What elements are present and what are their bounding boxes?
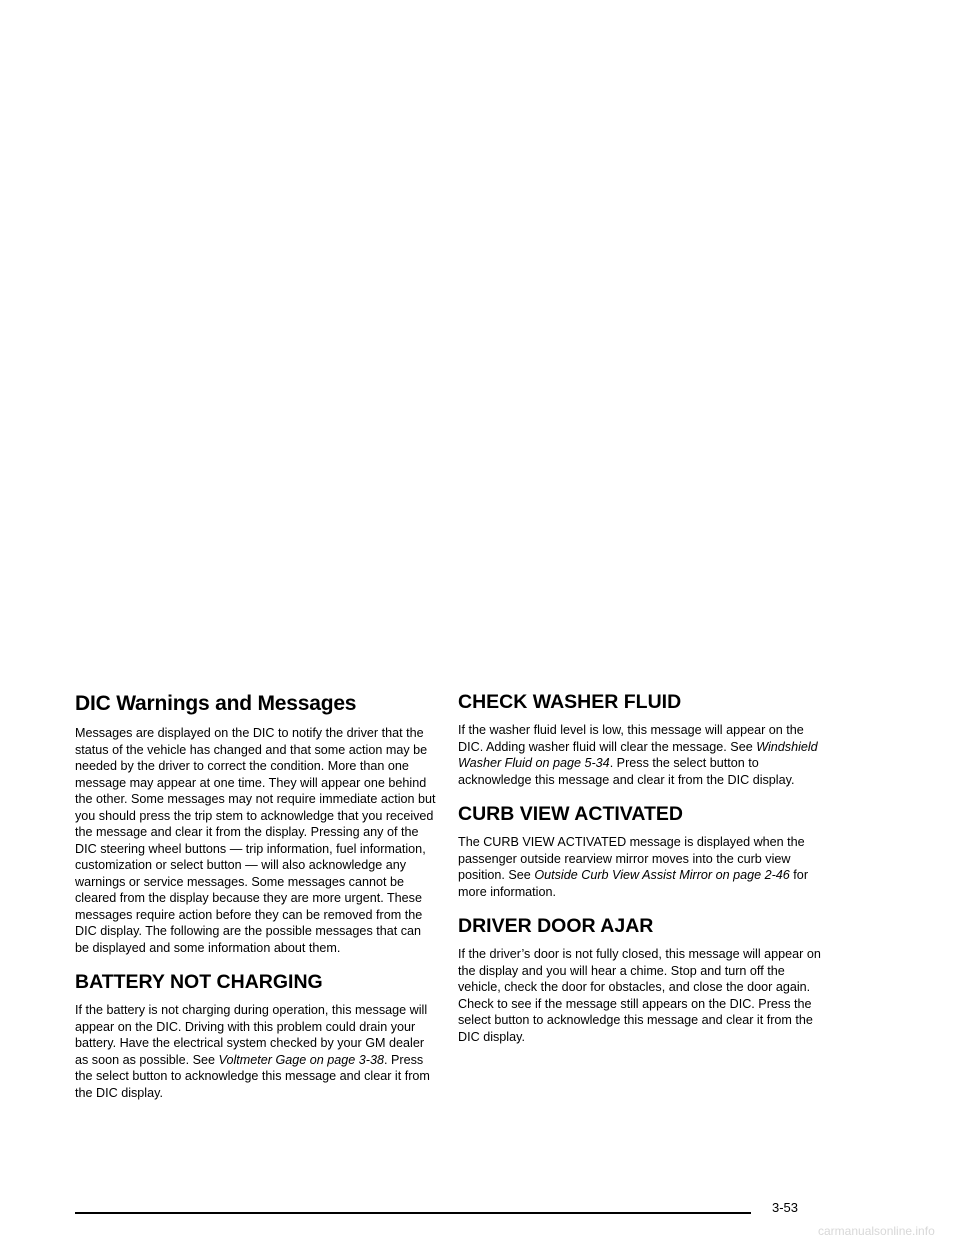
battery-paragraph [75, 1002, 437, 1101]
right-column [458, 690, 830, 1059]
page-title: DIC Warnings and Messages [75, 692, 357, 715]
curb-mirror-link[interactable]: Outside Curb View Assist Mirror on page 2-46 [534, 868, 790, 882]
page-number: 3-53 [772, 1200, 799, 1215]
door-heading: DRIVER DOOR AJAR [458, 915, 654, 937]
curb-paragraph [458, 834, 830, 900]
curb-text-before: The CURB VIEW ACTIVATED message is displayed when the passenger outside rearview mirror moves into the curb view position. See [458, 835, 805, 882]
washer-fluid-link[interactable]: Windshield Washer Fluid on page 5-34 [458, 739, 818, 770]
washer-paragraph [458, 722, 830, 788]
watermark: carmanualsonline.info [818, 1224, 935, 1238]
battery-text-before: If the battery is not charging during operation, this message will appear on the DIC. Driving with this problem could drain your battery. Have the electrical system checked by your GM dealer as soon as possible. See [75, 1003, 428, 1067]
curb-text-after: for more information. [458, 868, 809, 899]
left-column [75, 690, 437, 1115]
door-paragraph: If the driver’s door is not fully closed, this message will appear on the display and you will hear a chime. Stop and turn off the vehicle, check the door for obstacles, and close the door again. Check to see if the message still appears on the DIC. Press the select button to acknowledge this message and clear it from the DIC display. [458, 947, 821, 1044]
washer-text-before: If the washer fluid level is low, this message will appear on the DIC. Adding washer fluid will clear the message. See [458, 723, 804, 754]
curb-heading: CURB VIEW ACTIVATED [458, 803, 683, 825]
footer-rule [75, 1212, 751, 1214]
battery-text-after: . Press the select button to acknowledge this message and clear it from the DIC display. [75, 1052, 430, 1100]
battery-heading: BATTERY NOT CHARGING [75, 971, 323, 993]
intro-paragraph: Messages are displayed on the DIC to notify the driver that the status of the vehicle has changed and that some action may be needed by the driver to correct the condition. More than one message may appear at one time. They will appear one behind the other. Some messages may not require immediate action but you should press the trip stem to acknowledge that you received the message and clear it from the display. Pressing any of the DIC steering wheel buttons — trip information, fuel information, customization or select button — will also acknowledge any warnings or service messages. Some messages cannot be cleared from the display because they are more urgent. These messages require action before they can be removed from the DIC display. The following are the possible messages that can be displayed and some information about them. [75, 726, 436, 955]
washer-heading: CHECK WASHER FLUID [458, 691, 682, 713]
washer-text-after: . Press the select button to acknowledge this message and clear it from the DIC display. [458, 756, 795, 787]
voltmeter-gage-link[interactable]: Voltmeter Gage on page 3-38 [218, 1052, 384, 1067]
